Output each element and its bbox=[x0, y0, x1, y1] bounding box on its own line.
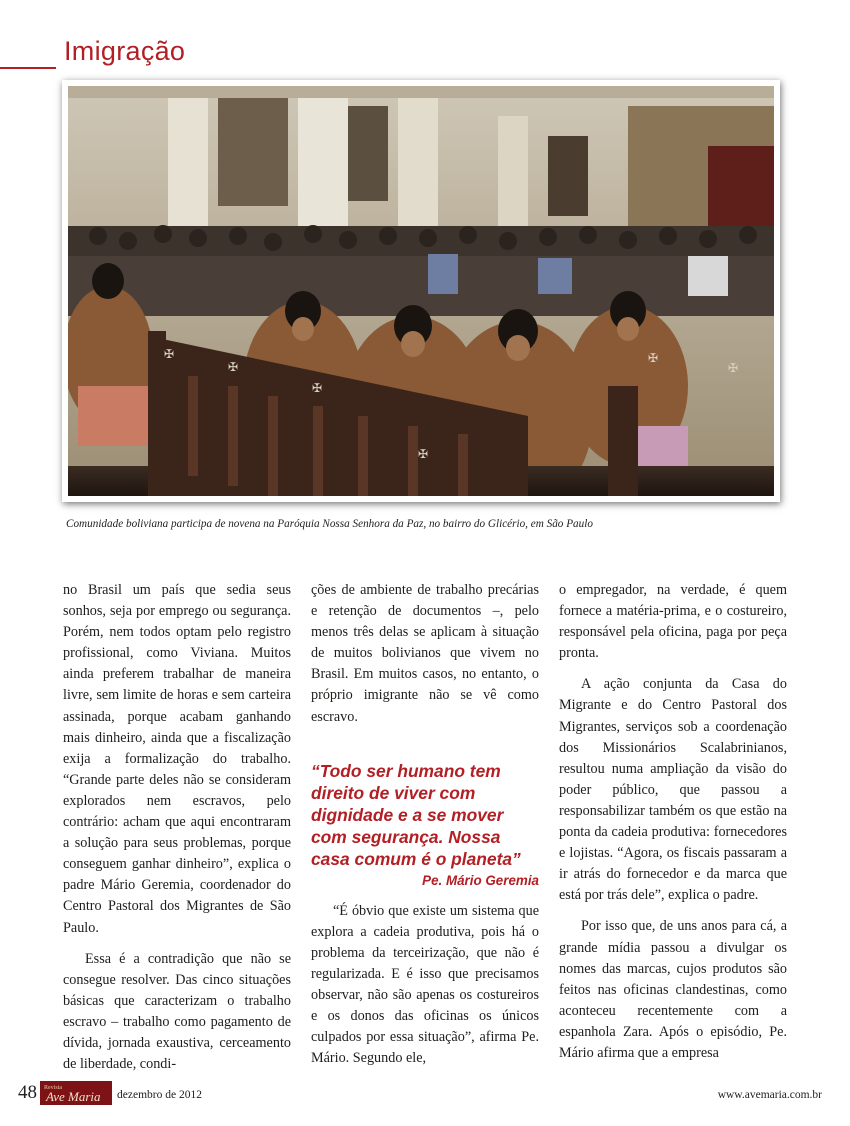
article-column-2 bbox=[311, 580, 539, 1070]
website-link[interactable]: www.avemaria.com.br bbox=[717, 1089, 822, 1101]
paragraph: Por isso que, de uns anos para cá, a grande mídia passou a divulgar os nomes das marcas, cujos produtos são feitos nas oficinas clandestinas, como aconteceu recentemente com a espanhola Zara. Após o episódio, Pe. Mário afirma que a empresa bbox=[559, 918, 787, 1061]
section-title: Imigração bbox=[64, 36, 186, 66]
paragraph: no Brasil um país que sedia seus sonhos, seja por emprego ou segurança. Porém, nem todos optam pelo registro profissional, como Viviana. Muitos ainda preferem trabalhar de maneira livre, sem limite de horas e sem carteira assinada, porque acabam ganhando mais dinheiro, ainda que a fiscalização exija a formalização do trabalho. “Grande parte deles não se consideram explorados nem escravos, pelo contrário: acham que aqui encontraram a solução para seus problemas, porque conseguem ganhar dinheiro”, explica o padre Mário Geremia, coordenador do Centro Pastoral dos Migrantes de São Paulo. bbox=[63, 582, 291, 936]
paragraph: “É óbvio que existe um sistema que explora a cadeia produtiva, pois há o problema da terceirização, que não é regularizada. E é isso que precisamos observar, não são apenas os costureiros e os donos das oficinas os únicos culpados por essa situação”, afirma Pe. Mário. Segundo ele, bbox=[311, 902, 539, 1067]
pull-quote bbox=[311, 760, 539, 891]
svg-text:✠: ✠ bbox=[228, 360, 239, 374]
issue-date: dezembro de 2012 bbox=[117, 1089, 202, 1101]
magazine-logo bbox=[40, 1081, 112, 1105]
pull-quote-text: “Todo ser humano tem direito de viver com dignidade e a se mover com segurança. Nossa casa comum é o planeta” bbox=[311, 760, 521, 869]
page-footer bbox=[0, 1080, 850, 1110]
article-column-1 bbox=[63, 580, 291, 1075]
logo-prefix: Revista bbox=[44, 1085, 62, 1091]
photo-caption: Comunidade boliviana participa de novena na Paróquia Nossa Senhora da Paz, no bairro do Glicério, em São Paulo bbox=[66, 518, 593, 530]
logo-name: Ave Maria bbox=[46, 1089, 101, 1104]
svg-text:✠: ✠ bbox=[164, 347, 175, 361]
paragraph: Essa é a contradição que não se consegue resolver. Das cinco situações básicas que caracterizam o trabalho escravo – trabalho como pagamento de dívida, jornada exaustiva, cerceamento de liberdade, condi- bbox=[63, 950, 291, 1073]
svg-text:✠: ✠ bbox=[728, 361, 739, 375]
church-congregation-photo bbox=[68, 86, 774, 496]
svg-text:✠: ✠ bbox=[312, 381, 323, 395]
paragraph: o empregador, na verdade, é quem fornece a matéria-prima, e o costureiro, responsável pela oficina, paga por peça pronta. bbox=[559, 582, 787, 662]
svg-text:✠: ✠ bbox=[418, 447, 429, 461]
paragraph: ções de ambiente de trabalho precárias e retenção de documentos –, pelo menos três delas se aplicam à situação de muitos bolivianos que vivem no Brasil. Em muitos casos, no entanto, o próprio imigrante não se vê como escravo. bbox=[311, 582, 539, 725]
section-rule bbox=[0, 67, 56, 69]
article-column-3 bbox=[559, 580, 787, 1064]
paragraph: A ação conjunta da Casa do Migrante e do Centro Pastoral dos Migrantes, serviços sob a coordenação dos Missionários Scalabrinianos, resultou numa ampliação da visão do poder público, que passou a responsabilizar também os que estão na ponta da cadeia produtiva: fornecedores e lojistas. “Agora, os fiscais passaram a ir atrás do fornecedor e da marca que está por trás dele”, explica o padre. bbox=[559, 676, 787, 904]
article-photo bbox=[62, 80, 780, 502]
pull-quote-author: Pe. Mário Geremia bbox=[422, 872, 539, 888]
page-number: 48 bbox=[18, 1082, 37, 1103]
svg-text:✠: ✠ bbox=[648, 351, 659, 365]
